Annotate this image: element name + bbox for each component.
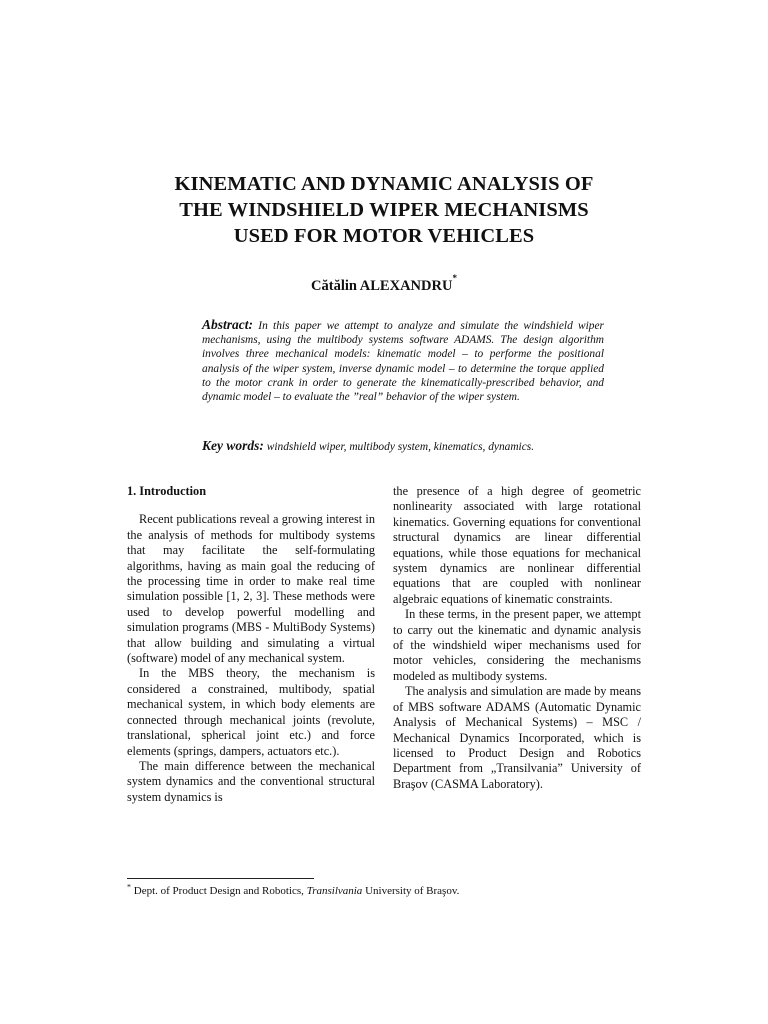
paragraph: Recent publications reveal a growing interest in the analysis of methods for multibody systems that may facilitate the self-formulating algorithms, having as main goal the reducing of the processing time in order to make real time simulation possible [1, 2, 3]. These methods were used to develop powerful modelling and simulation programs (MBS - MultiBody Systems) that allow building and simulating a virtual (software) model of any mechanical system. bbox=[127, 512, 375, 666]
footnote bbox=[127, 884, 627, 898]
paragraph: The analysis and simulation are made by means of MBS software ADAMS (Automatic Dynamic Analysis of Mechanical Systems) – MSC / Mechanical Dynamics Incorporated, which is licensed to Product Design and Robotics Department from „Transilvania” University of Braşov (CASMA Laboratory). bbox=[393, 684, 641, 791]
right-column bbox=[393, 484, 641, 792]
paragraph: The main difference between the mechanical system dynamics and the conventional structural system dynamics is bbox=[127, 758, 375, 804]
abstract-block bbox=[202, 318, 604, 404]
author-line bbox=[150, 273, 618, 295]
section-heading: 1. Introduction bbox=[127, 484, 207, 498]
title-line-1: KINEMATIC AND DYNAMIC ANALYSIS OF bbox=[174, 173, 594, 195]
footnote-italic: Transilvania bbox=[306, 885, 363, 897]
author-name: Cătălin ALEXANDRU bbox=[311, 278, 453, 294]
footnote-divider bbox=[127, 878, 314, 879]
keywords-text: windshield wiper, multibody system, kinematics, dynamics. bbox=[266, 441, 535, 453]
left-column bbox=[127, 484, 375, 805]
footnote-text-before: Dept. of Product Design and Robotics, bbox=[133, 885, 304, 897]
keywords-label: Key words: bbox=[202, 438, 264, 453]
footnote-mark: * bbox=[127, 882, 131, 892]
paper-title bbox=[100, 171, 668, 249]
title-line-3: USED FOR MOTOR VEHICLES bbox=[233, 225, 535, 247]
keywords-block bbox=[202, 438, 622, 455]
paragraph: the presence of a high degree of geometric nonlinearity associated with large rotational kinematics. Governing equations for conventional structural dynamics are linear differential equations, while those equations for mechanical system dynamics are nonlinear differential equations that are coupled with nonlinear algebraic equations of kinematic constraints. bbox=[393, 484, 641, 606]
abstract-label: Abstract: bbox=[202, 317, 254, 332]
abstract-text: In this paper we attempt to analyze and simulate the windshield wiper mechanisms, using the multibody systems software ADAMS. The design algorithm involves three mechanical models: kinematic model – to performe the positional analysis of the wiper system, inverse dynamic model – to determine the torque applied to the motor crank in order to generate the kinematically-prescribed behavior, and dynamic model – to evaluate the ”real” behavior of the wiper system. bbox=[202, 320, 604, 404]
footnote-text-after: University of Braşov. bbox=[365, 885, 460, 897]
paragraph: In the MBS theory, the mechanism is considered a constrained, multibody, spatial mechanical system, in which body elements are connected through mechanical joints (revolute, translational, spherical joint etc.) and force elements (springs, dampers, actuators etc.). bbox=[127, 666, 375, 758]
title-line-2: THE WINDSHIELD WIPER MECHANISMS bbox=[179, 199, 589, 221]
paragraph: In these terms, in the present paper, we attempt to carry out the kinematic and dynamic analysis of the windshield wiper mechanisms used for motor vehicles, considering the mechanisms modeled as multibody systems. bbox=[393, 607, 641, 683]
author-footnote-mark: * bbox=[452, 273, 457, 284]
